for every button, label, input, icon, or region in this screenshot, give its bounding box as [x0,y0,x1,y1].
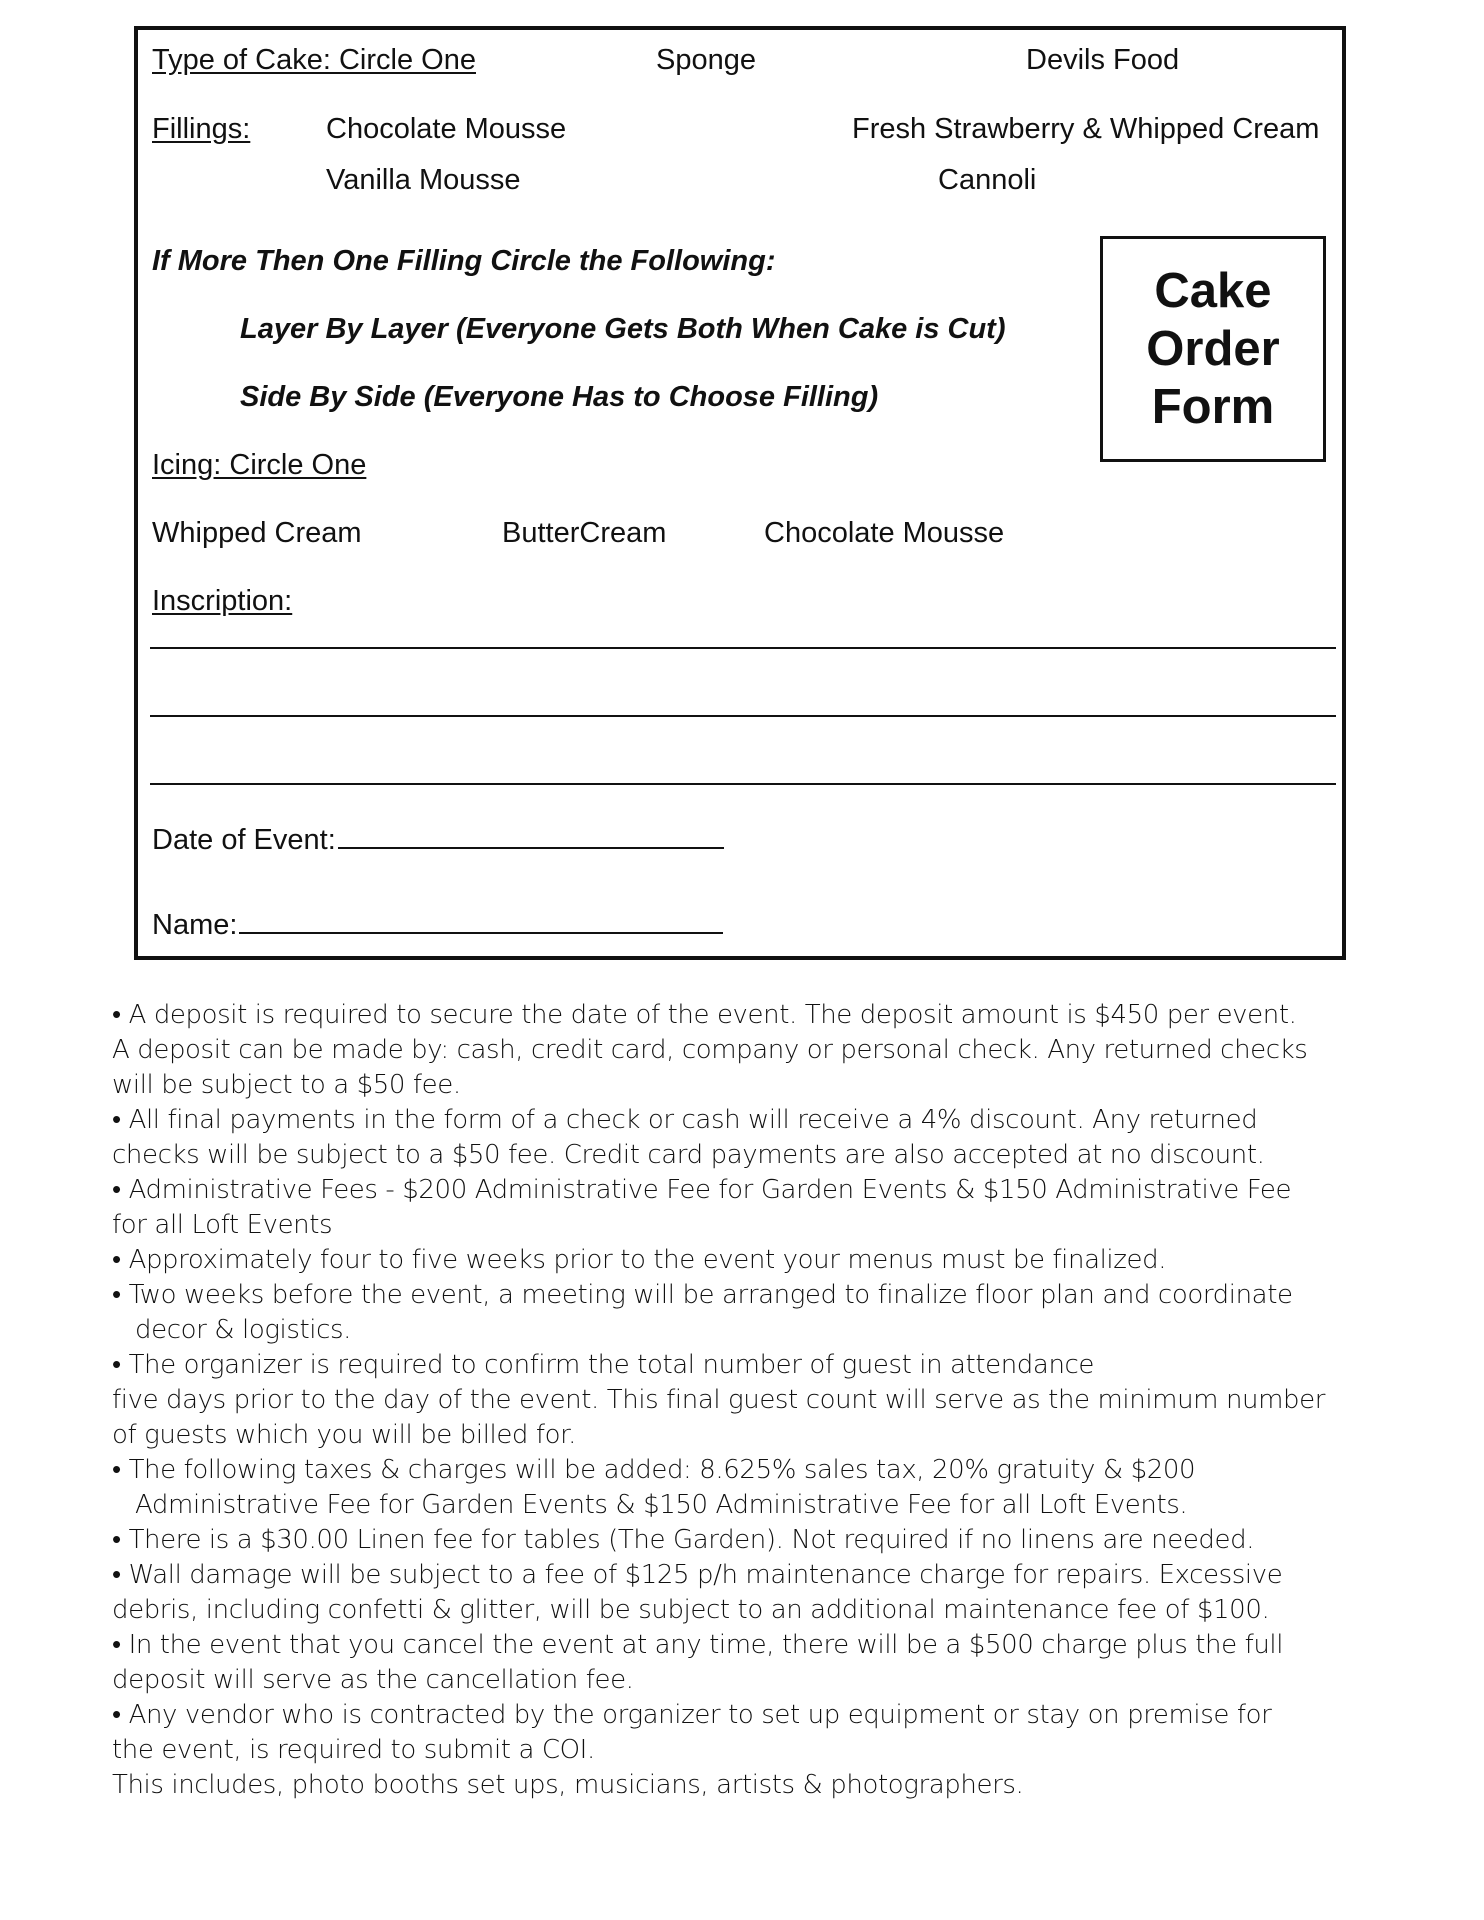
note-item [112,1453,1382,1523]
note-line: five days prior to the day of the event. This final guest count will serve as the minimum number [112,1385,1326,1415]
note-line: debris, including confetti & glitter, will be subject to an additional maintenance fee of $100. [112,1595,1270,1625]
form-title-line: Order [1146,322,1280,376]
filling-option-cannoli[interactable]: Cannoli [938,164,1037,196]
note-line: deposit will serve as the cancellation fee. [112,1665,634,1695]
note-line: • There is a $30.00 Linen fee for tables (The Garden). Not required if no linens are needed. [112,1525,1255,1555]
form-title-line: Form [1151,380,1275,434]
cake-order-form [134,26,1346,960]
note-item [112,1173,1382,1243]
multi-filling-option-layer-by-layer[interactable]: Layer By Layer (Everyone Gets Both When Cake is Cut) [240,313,1006,345]
note-line: for all Loft Events [112,1210,333,1240]
icing-option-whipped-cream[interactable]: Whipped Cream [152,517,362,549]
icing-option-buttercream[interactable]: ButterCream [502,517,667,549]
inscription-line-2[interactable] [150,715,1336,717]
date-of-event-label: Date of Event: [152,824,336,856]
note-item [112,1628,1382,1698]
note-line: This includes, photo booths set ups, musicians, artists & photographers. [112,1770,1024,1800]
note-item [112,1698,1382,1803]
note-line: • In the event that you cancel the event at any time, there will be a $500 charge plus the full [112,1630,1284,1660]
note-item [112,1523,1382,1558]
note-line: • Any vendor who is contracted by the organizer to set up equipment or stay on premise for [112,1700,1272,1730]
icing-option-chocolate-mousse[interactable]: Chocolate Mousse [764,517,1005,549]
note-line: checks will be subject to a $50 fee. Credit card payments are also accepted at no discount. [112,1140,1265,1170]
cake-type-option-sponge[interactable]: Sponge [656,44,756,76]
note-line: • Approximately four to five weeks prior to the event your menus must be finalized. [112,1245,1167,1275]
note-item [112,1243,1382,1278]
note-item [112,998,1382,1103]
cake-type-option-devils-food[interactable]: Devils Food [1026,44,1180,76]
filling-option-strawberry-whipped-cream[interactable]: Fresh Strawberry & Whipped Cream [852,113,1320,145]
filling-option-vanilla-mousse[interactable]: Vanilla Mousse [326,164,521,196]
policy-notes [112,998,1382,1803]
note-item [112,1103,1382,1173]
filling-option-chocolate-mousse[interactable]: Chocolate Mousse [326,113,567,145]
note-line: the event, is required to submit a COI. [112,1735,595,1765]
inscription-label: Inscription: [152,585,293,617]
date-of-event-input[interactable] [338,823,724,849]
inscription-line-1[interactable] [150,647,1336,649]
multi-filling-option-side-by-side[interactable]: Side By Side (Everyone Has to Choose Filling) [240,381,879,413]
icing-label: Icing: Circle One [152,449,367,481]
note-line: decor & logistics. [135,1315,352,1345]
note-line: • The organizer is required to confirm the total number of guest in attendance [112,1350,1095,1380]
note-line: will be subject to a $50 fee. [112,1070,461,1100]
note-item [112,1278,1382,1348]
date-of-event-field [152,823,724,857]
form-title-box [1100,236,1326,462]
multi-filling-heading: If More Then One Filling Circle the Following: [152,245,776,277]
note-line: • Wall damage will be subject to a fee of $125 p/h maintenance charge for repairs. Excessive [112,1560,1283,1590]
note-item [112,1348,1382,1453]
note-line: • A deposit is required to secure the date of the event. The deposit amount is $450 per event. [112,1000,1297,1030]
note-line: of guests which you will be billed for. [112,1420,576,1450]
note-line: • The following taxes & charges will be added: 8.625% sales tax, 20% gratuity & $200 [112,1455,1196,1485]
note-line: • All final payments in the form of a check or cash will receive a 4% discount. Any returned [112,1105,1258,1135]
note-line: A deposit can be made by: cash, credit card, company or personal check. Any returned checks [112,1035,1308,1065]
note-line: • Two weeks before the event, a meeting will be arranged to finalize floor plan and coordinate [112,1280,1293,1310]
form-title [1146,262,1279,436]
name-input[interactable] [239,908,723,934]
note-item [112,1558,1382,1628]
inscription-line-3[interactable] [150,783,1336,785]
note-line: • Administrative Fees - $200 Administrative Fee for Garden Events & $150 Administrative Fee [112,1175,1292,1205]
fillings-label: Fillings: [152,113,251,145]
form-title-line: Cake [1154,264,1272,318]
name-label: Name: [152,909,238,941]
cake-type-label: Type of Cake: Circle One [152,44,476,76]
note-line: Administrative Fee for Garden Events & $150 Administrative Fee for all Loft Events. [135,1490,1188,1520]
name-field [152,908,723,942]
